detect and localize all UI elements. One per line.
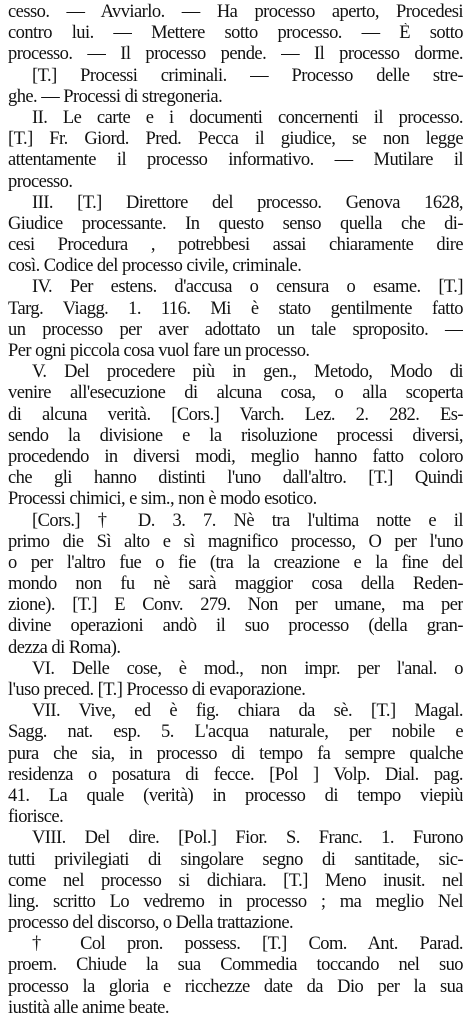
text-line: primo die Sì alto e sì magnifico processo, O per l'uno: [8, 531, 463, 552]
text-line: processo.: [8, 171, 73, 192]
text-line: o per l'altro fue o fie (tra la creazione e la fine del: [8, 552, 463, 573]
text-line: venire all'esecuzione di alcuna cosa, o alla scoperta: [8, 383, 463, 404]
text-line: mondo non fu nè sarà maggior cosa della Reden-: [8, 574, 463, 595]
text-line: cesso. — Avviarlo. — Ha processo aperto, Procedesi: [8, 2, 463, 22]
text-line: Per ogni piccola cosa vuol fare un processo.: [8, 341, 310, 361]
text-line: come nel processo si dichiara. [T.] Meno inusit. nel: [8, 870, 463, 891]
text-line: ling. scritto Lo vedremo in processo ; ma meglio Nel: [8, 891, 463, 912]
text-line: Processi chimici, e sim., non è modo esotico.: [8, 489, 317, 510]
text-line: pura che sia, in processo di tempo fa sempre qualche: [8, 743, 463, 764]
text-line: un processo per aver adottato un tale sproposito. —: [8, 319, 463, 340]
text-line: proem. Chiude la sua Commedia toccando nel suo: [8, 955, 463, 976]
text-line: IV. Per estens. d'accusa o censura o esame. [T.]: [32, 277, 463, 298]
text-line: V. Del procedere più in gen., Metodo, Modo di: [32, 362, 463, 383]
text-line: zione). [T.] E Conv. 279. Non per umane, ma per: [8, 595, 463, 616]
text-line: sendo la divisione e la risoluzione processi diversi,: [8, 425, 463, 446]
text-line: processo. — Il processo pende. — Il processo dorme.: [8, 44, 463, 65]
text-line: II. Le carte e i documenti concernenti il processo.: [32, 107, 463, 128]
text-line: VI. Delle cose, è mod., non impr. per l'anal. o: [32, 658, 463, 679]
text-line: Targ. Viagg. 1. 116. Mi è stato gentilmente fatto: [8, 298, 463, 319]
text-line: processo del discorso, o Della trattazione.: [8, 913, 294, 934]
text-line: [T.] Fr. Giord. Pred. Pecca il giudice, se non legge: [8, 129, 463, 150]
text-line: processo la gloria e ricchezze date da Dio per la sua: [8, 976, 463, 997]
text-line: residenza o posatura di fecce. [Pol ] Volp. Dial. pag.: [8, 764, 463, 785]
text-line: procedendo in diversi modi, meglio hanno fatto coloro: [8, 446, 463, 467]
text-line: [Cors.] † D. 3. 7. Nè tra l'ultima notte e il: [32, 510, 463, 531]
text-line: † Col pron. possess. [T.] Com. Ant. Parad.: [32, 934, 463, 955]
text-line: VIII. Del dire. [Pol.] Fior. S. Franc. 1. Furono: [32, 828, 463, 849]
text-line: così. Codice del processo civile, criminale.: [8, 256, 302, 277]
text-line: iustità alle anime beate.: [8, 997, 169, 1018]
text-line: fiorisce.: [8, 807, 64, 828]
text-line: III. [T.] Direttore del processo. Genova 1628,: [32, 192, 463, 213]
text-line: Giudice processante. In questo senso quella che di-: [8, 213, 463, 234]
text-line: dezza di Roma).: [8, 637, 121, 658]
text-line: attentamente il processo informativo. — Mutilare il: [8, 150, 463, 171]
text-line: di alcuna verità. [Cors.] Varch. Lez. 2. 282. Es-: [8, 404, 463, 425]
text-line: che gli hanno distinti l'uno dall'altro. [T.] Quindi: [8, 468, 463, 489]
text-line: [T.] Processi criminali. — Processo delle stre-: [32, 65, 463, 86]
text-line: divine operazioni andò il suo processo (della gran-: [8, 616, 463, 637]
text-line: contro lui. — Mettere sotto processo. — È sotto: [8, 23, 463, 44]
text-line: 41. La quale (verità) in processo di tempo viepiù: [8, 785, 463, 806]
text-line: l'uso preced. [T.] Processo di evaporazione.: [8, 680, 306, 700]
text-line: cesi Procedura , potrebbesi assai chiaramente dire: [8, 235, 463, 256]
text-line: tutti privilegiati di singolare segno di santitade, sic-: [8, 849, 463, 870]
text-line: ghe. — Processi di stregoneria.: [8, 86, 223, 107]
text-line: Sagg. nat. esp. 5. L'acqua naturale, per nobile e: [8, 722, 463, 743]
text-line: VII. Vive, ed è fig. chiara da sè. [T.] Magal.: [32, 701, 463, 722]
